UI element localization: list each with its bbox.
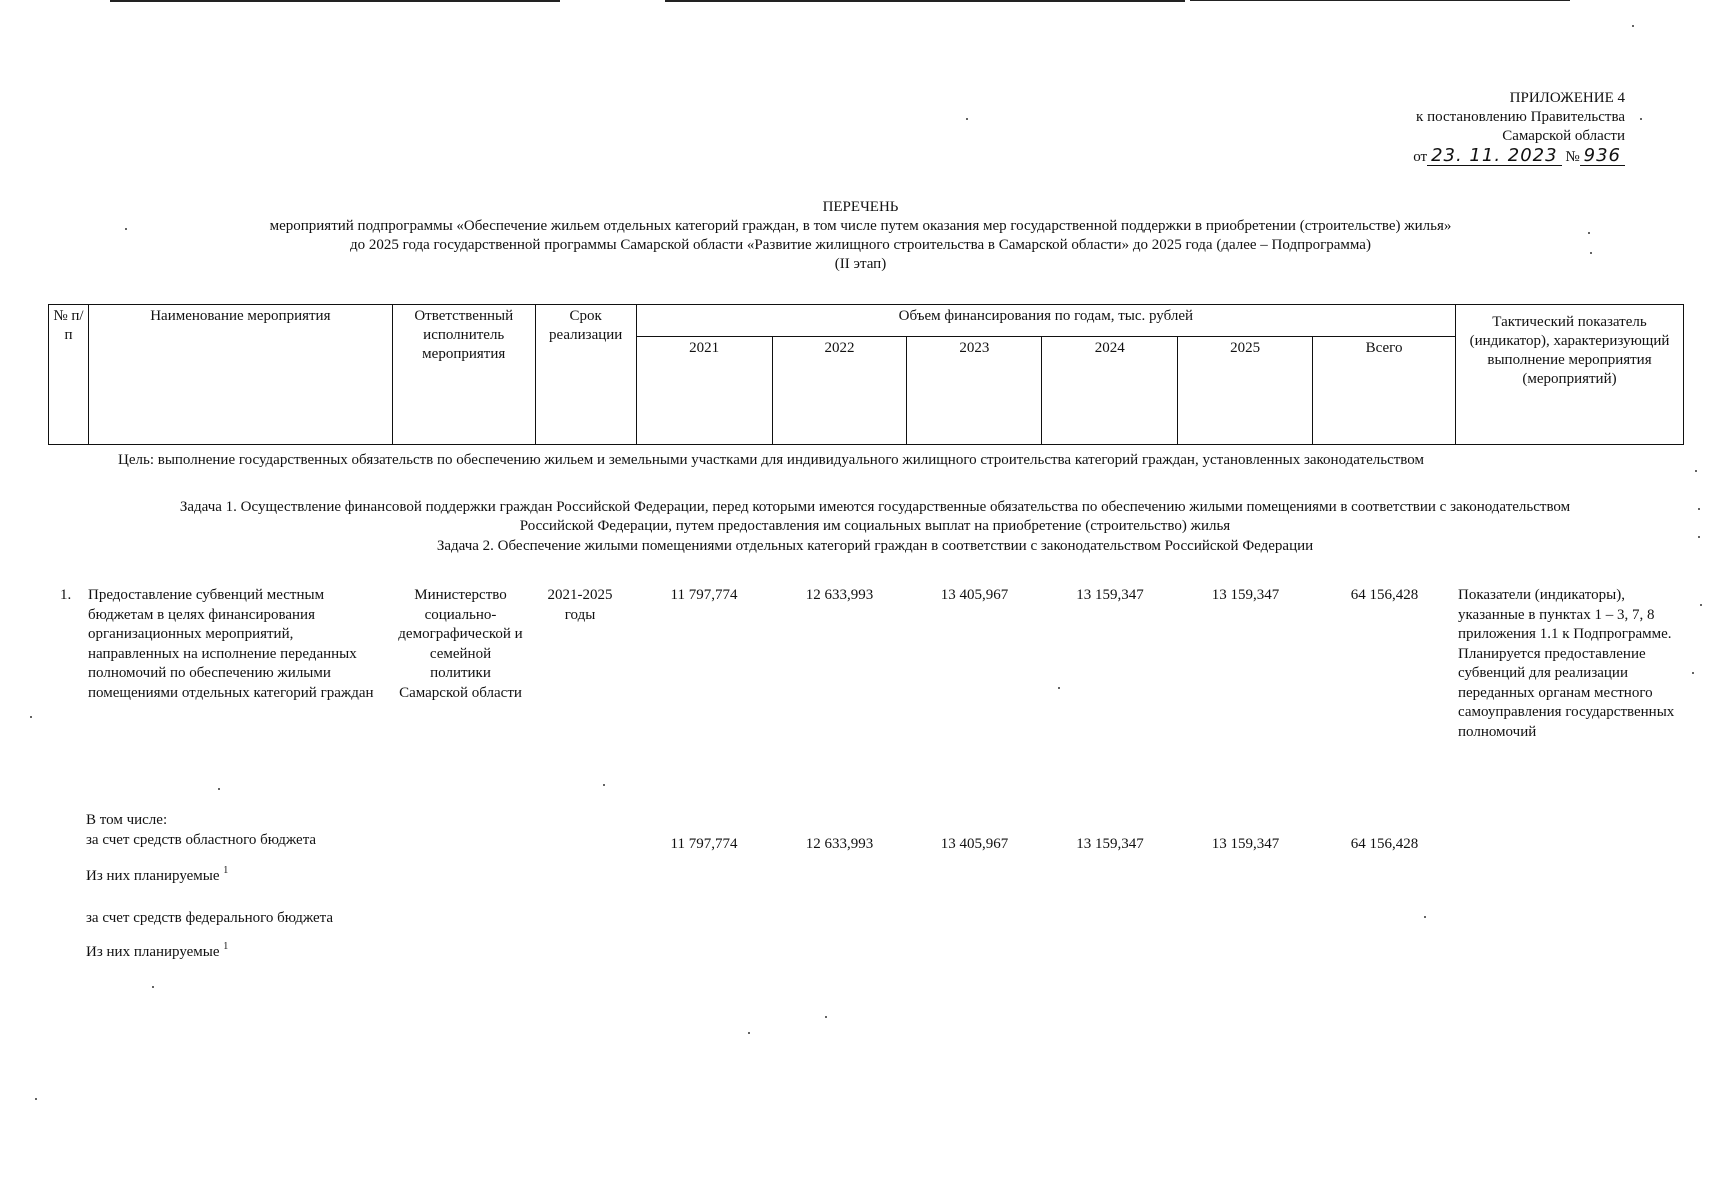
row-number: 1.	[60, 587, 72, 603]
regional-value-2022: 12 633,993	[805, 836, 874, 852]
header-number: № п/п	[49, 305, 89, 445]
regional-value-2024: 13 159,347	[1076, 836, 1144, 852]
scan-speck	[1640, 118, 1642, 120]
task-1-line-2: Российской Федерации, путем предоставления им социальных выплат на приобретение (строительство) жилья	[519, 518, 1231, 534]
task-2: Задача 2. Обеспечение жилыми помещениями отдельных категорий граждан в соответствии с законодательством Российской Федерации	[436, 538, 1314, 554]
appendix-title: ПРИЛОЖЕНИЕ 4	[1509, 90, 1625, 106]
scan-speck	[1588, 232, 1590, 234]
scan-speck	[1698, 536, 1700, 538]
scan-speck	[1700, 604, 1702, 606]
header-indicator: Тактический показатель (индикатор), характеризующий выполнение мероприятия (мероприятий)	[1456, 305, 1684, 445]
row-indicator: Показатели (индикаторы), указанные в пунктах 1 – 3, 7, 8 приложения 1.1 к Подпрограмме. Планируется предоставление субвенций для реализации переданных органам местного самоуправления государственных полномочий	[1458, 587, 1675, 740]
appendix-date-line: от 23. 11. 2023 № 936	[1325, 146, 1625, 167]
header-year: 2021	[636, 337, 772, 445]
document-title	[0, 198, 1721, 274]
row-value-2022: 12 633,993	[805, 587, 874, 603]
regional-value-total: 64 156,428	[1350, 836, 1419, 852]
scan-speck	[125, 228, 127, 230]
scan-speck	[1424, 916, 1426, 918]
header-year: 2024	[1042, 337, 1178, 445]
header-term: Срок реализации	[535, 305, 636, 445]
header-year: 2022	[772, 337, 907, 445]
title-line-1: мероприятий подпрограммы «Обеспечение жильем отдельных категорий граждан, в том числе путем оказания мер государственной поддержки в приобретении (строительстве) жилья»	[269, 218, 1452, 234]
scan-speck	[218, 788, 220, 790]
planned-label-2: Из них планируемые $^1$	[86, 941, 229, 960]
planned-label: Из них планируемые $^1$	[86, 865, 229, 884]
title-line-3: (II этап)	[834, 256, 887, 272]
appendix-region: Самарской области	[1502, 128, 1625, 144]
measures-table-header	[48, 304, 1684, 445]
scan-speck	[1698, 508, 1700, 510]
regional-value-2025: 13 159,347	[1211, 836, 1280, 852]
including-label: В том числе:	[86, 812, 168, 828]
scan-edge-line	[665, 0, 1185, 2]
row-value-2024: 13 159,347	[1076, 587, 1144, 603]
regional-value-2021: 11 797,774	[670, 836, 738, 852]
scan-speck	[152, 986, 154, 988]
appendix-header	[1325, 89, 1625, 167]
scan-edge-line	[110, 0, 560, 2]
task-1-line-1: Задача 1. Осуществление финансовой поддержки граждан Российской Федерации, перед которыми имеются государственные обязательства по обеспечению жилыми помещениями в соответствии с законодательством	[179, 499, 1571, 515]
scan-speck	[1695, 470, 1697, 472]
header-executor: Ответственный исполнитель мероприятия	[392, 305, 535, 445]
header-year: 2025	[1178, 337, 1313, 445]
header-name: Наименование мероприятия	[88, 305, 392, 445]
row-value-2021: 11 797,774	[670, 587, 738, 603]
scan-speck	[966, 118, 968, 120]
title-heading: ПЕРЕЧЕНЬ	[822, 199, 899, 215]
scan-speck	[1058, 687, 1060, 689]
scan-speck	[825, 1016, 827, 1018]
scan-speck	[30, 716, 32, 718]
scan-speck	[1692, 672, 1694, 674]
scan-speck	[1590, 252, 1592, 254]
regional-value-2023: 13 405,967	[940, 836, 1009, 852]
scan-speck	[603, 784, 605, 786]
appendix-decree: к постановлению Правительства	[1416, 109, 1625, 125]
footnote-mark: 1	[223, 865, 229, 876]
federal-budget-label: за счет средств федерального бюджета	[86, 910, 334, 926]
scan-speck	[1632, 25, 1634, 27]
footnote-mark-2: 1	[223, 941, 229, 952]
scan-edge-line	[1190, 0, 1570, 1]
row-executor: Министерство социально-демографической и семейной политики Самарской области	[398, 587, 523, 701]
header-total: Всего	[1313, 337, 1456, 445]
scan-speck	[35, 1098, 37, 1100]
title-line-2: до 2025 года государственной программы Самарской области «Развитие жилищного строительства в Самарской области» до 2025 года (далее – Подпрограмма)	[350, 237, 1371, 253]
header-funding: Объем финансирования по годам, тыс. рублей	[636, 305, 1455, 337]
header-year: 2023	[907, 337, 1042, 445]
row-value-2023: 13 405,967	[940, 587, 1009, 603]
handwritten-number: 936	[1580, 146, 1625, 166]
goal-text: Цель: выполнение государственных обязательств по обеспечению жильем и земельными участками для индивидуального жилищного строительства категорий граждан, установленных законодательством	[118, 452, 1424, 468]
handwritten-date: 23. 11. 2023	[1427, 146, 1562, 166]
row-term: 2021-2025 годы	[547, 587, 613, 623]
regional-budget-label: за счет средств областного бюджета	[86, 832, 317, 848]
scan-speck	[748, 1032, 750, 1034]
row-measure-name: Предоставление субвенций местным бюджетам в целях финансирования организационных мероприятий, направленных на исполнение переданных полномочий по обеспечению жилыми помещениями отдельных категорий граждан	[88, 587, 374, 701]
row-value-total: 64 156,428	[1350, 587, 1419, 603]
row-value-2025: 13 159,347	[1211, 587, 1280, 603]
